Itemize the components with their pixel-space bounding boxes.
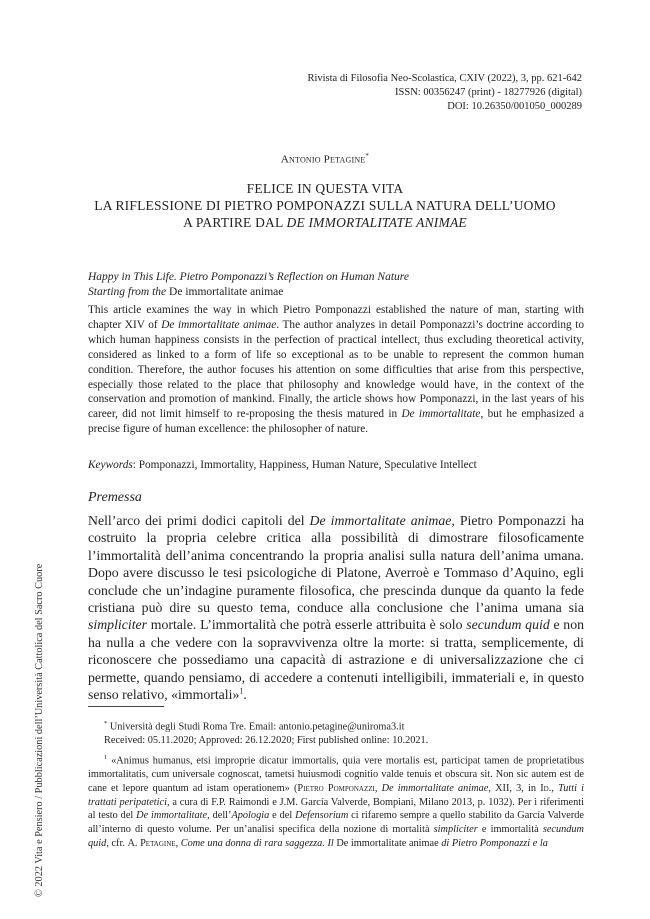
footnote-author-name: A. Petagine [127, 837, 176, 849]
footnote-text: , XII, 3, in [488, 782, 541, 794]
footnote-text: e del [269, 810, 296, 822]
body-text: Nell’arco dei primi dodici capitoli del [88, 513, 310, 528]
section-heading: Premessa [88, 490, 142, 505]
title-line-3-prefix: A PARTIRE DAL [183, 215, 287, 230]
abstract-italic: De immortalitate animae [161, 318, 277, 331]
body-italic: De immortalitate animae [309, 513, 452, 528]
footnote-text: , [551, 782, 559, 794]
copyright-side-note: © 2022 Vita e Pensiero / Pubblicazioni dell’Università Cattolica del Sacro Cuore [34, 563, 45, 897]
article-title [70, 180, 580, 231]
footnote-divider [88, 706, 164, 707]
title-line-1: FELICE IN QUESTA VITA [246, 181, 404, 196]
author-footnote-mark: * [104, 720, 108, 727]
english-title [88, 270, 580, 300]
english-title-line-2 [88, 285, 580, 300]
footnote-author-name: Pietro Pomponazzi [297, 782, 375, 794]
footnote-italic: De immortalitate animae [381, 782, 489, 794]
body-italic: secundum quid [466, 617, 550, 633]
keywords [88, 458, 584, 473]
title-line-2: LA RIFLESSIONE DI PIETRO POMPONAZZI SULLA NATURA DELL’UOMO [94, 198, 556, 213]
abstract [88, 303, 584, 437]
body-italic: simpliciter [88, 617, 148, 633]
title-line-3-italic: DE IMMORTALITATE ANIMAE [286, 215, 467, 230]
journal-header [307, 72, 582, 114]
title-line-3 [70, 214, 580, 231]
footnote-1 [88, 751, 584, 850]
keywords-list: : Pomponazzi, Immortality, Happiness, Human Nature, Speculative Intellect [132, 459, 477, 471]
footnote-italic: Apologia [231, 810, 270, 822]
author-footnote-dates: Received: 05.11.2020; Approved: 26.12.2020; First published online: 10.2021. [104, 734, 429, 746]
footnote-text: , cfr. [106, 837, 128, 849]
author-name: Antonio Petagine [280, 153, 366, 166]
footnote-text: De immortalitate animae [336, 837, 439, 849]
footnote-text: ci rifaremo sempre a quello stabilito da García Valverde all’interno di questo volume. Per un’analisi specifica della nozione di mortalità [88, 810, 585, 835]
english-title-line-2-italic: Starting from the [88, 286, 170, 298]
author-footnote-affiliation [88, 717, 584, 734]
footnote-italic: Tutti i trattati peripatetici [88, 782, 585, 808]
footnote-italic: di Pietro Pomponazzi e la [438, 837, 548, 849]
abstract-text: . The author analyzes in detail Pomponazzi’s doctrine according to which human happiness consists in the perfection of practical intellect, thus excluding theoretical activity, considered as linked to a form of life so exceptional as to be unable to represent the common human condition. Therefore, the author focuses his attention on some difficulties that arise from this perspective, especially those related to the place that philosophy and knowledge would have, in the context of the conservation and promotion of mankind. Finally, the article shows how Pomponazzi, in the last years of his career, did not limit himself to re-proposing the thesis matured in [88, 318, 584, 421]
abstract-text: , but he emphasized a precise figure of human excellence: the philosopher of nature. [88, 408, 584, 436]
abstract-italic: De immortalitate [401, 408, 481, 421]
journal-issn: ISSN: 00356247 (print) - 18277926 (digital) [395, 87, 582, 98]
footnote-number: 1 [104, 754, 108, 761]
author-affiliation-text: Università degli Studi Roma Tre. Email: antonio.petagine@uniroma3.it [107, 721, 405, 733]
footnote-text: , dell’ [207, 810, 232, 822]
body-text: . [243, 687, 247, 703]
footnote-italic: De immortalitate [136, 810, 208, 822]
footnote-italic: Defensorium [295, 810, 349, 822]
footnote-text: , [175, 837, 181, 849]
footnote-author-name: Id. [540, 782, 552, 794]
footnote-text: «Animus humanus, etsi improprie dicatur immortalis, quia vere mortalis est, participat tamen de proprietatibus immortalitatis, cum universale cognoscat, tametsi huiusmodi cognitio valde tenuis et obscura sit. Non sic autem est de cane et lepore quantum ad istam operationem» ( [88, 755, 584, 794]
body-text: mortale. L’immortalità che potrà esserle attribuita è solo [147, 617, 467, 633]
abstract-text: This article examines the way in which Pietro Pomponazzi established the nature of man, starting with chapter XIV of [88, 304, 584, 331]
footnote-reference[interactable]: 1 [239, 686, 244, 696]
author-line [0, 152, 650, 166]
author-footnote [88, 717, 584, 747]
author-footnote-mark: * [365, 152, 370, 160]
footnote-italic: simpliciter [433, 823, 478, 835]
english-title-line-2-roman: De immortalitate animae [169, 286, 284, 298]
footnote-text: , [374, 782, 382, 794]
footnote-text: , a cura di F.P. Raimondi e J.M. García Valverde, Bompiani, Milano 2013, p. 1032). Per i riferimenti al testo del [88, 796, 584, 822]
footnote-italic: secundum quid [88, 823, 584, 849]
body-paragraph [88, 512, 584, 703]
footnote-italic: Come una donna di rara saggezza. Il [180, 837, 337, 849]
journal-citation: Rivista di Filosofia Neo-Scolastica, CXIV (2022), 3, pp. 621-642 [307, 73, 582, 84]
body-text: , Pietro Pomponazzi ha costruito la propria celebre critica alla possibilità di dimostrare filosoficamente l’immortalità dell’anima concentrando la propria analisi sulla natura dell’anima umana. Dopo avere discusso le tesi psicologiche di Platone, Averroè e Tommaso d’Aquino, egli conclude che un’indagine puramente filosofica, che prescinda dunque da quanto la fede cristiana può dire su questo tema, conduce alla conclusione che l’anima umana sia [88, 513, 585, 616]
footnote-text: e immortalità [477, 823, 543, 835]
keywords-label: Keywords [88, 459, 133, 471]
journal-doi: DOI: 10.26350/001050_000289 [447, 101, 582, 112]
english-title-line-1: Happy in This Life. Pietro Pomponazzi’s Reflection on Human Nature [88, 271, 409, 283]
body-text: e non ha nulla a che vedere con la sopravvivenza oltre la morte: si tratta, semplicemente, di riconoscere che possediamo una capacità di astrazione e di universalizzazione che ci permette, quando pensiamo, di accedere a contenuti intelligibili, immateriali e, in questo senso relativo, «immortali» [88, 617, 585, 703]
